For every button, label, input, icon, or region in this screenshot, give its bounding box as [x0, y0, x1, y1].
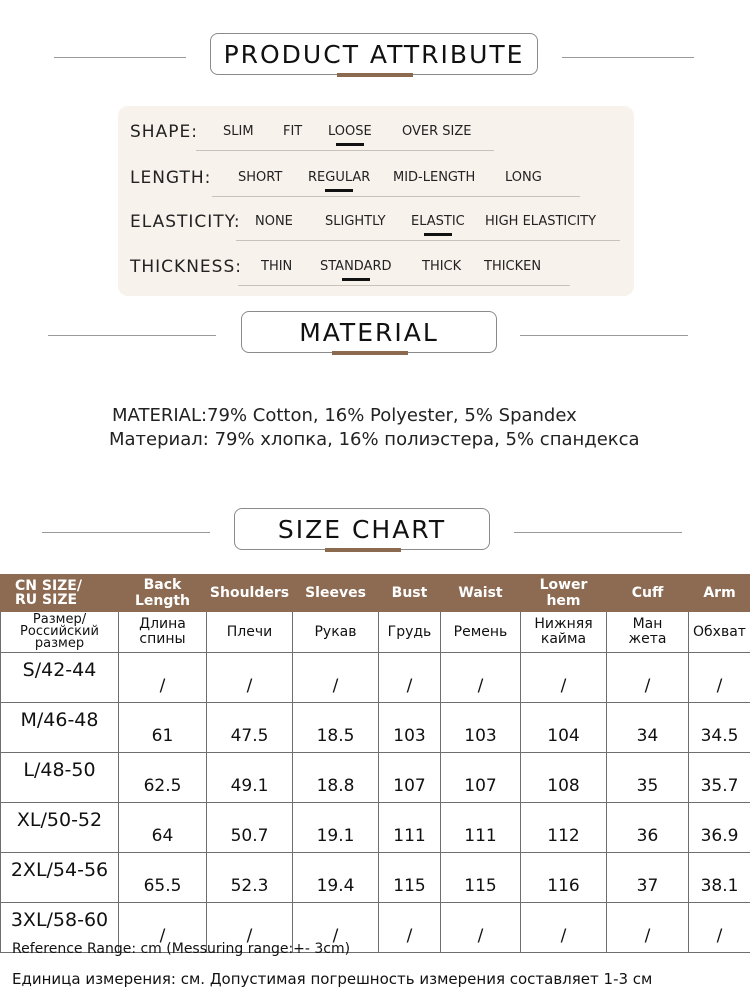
heading-accent-bar: [325, 548, 401, 552]
product-attribute-title: PRODUCT ATTRIBUTE: [223, 39, 525, 69]
size-label-cell: S/42-44: [1, 653, 119, 703]
measurement-cell: 34: [607, 703, 689, 753]
column-header: Cuff: [607, 575, 689, 612]
measurement-cell: 35: [607, 753, 689, 803]
column-header: Shoulders: [207, 575, 293, 612]
attribute-row-thickness: [118, 251, 634, 285]
size-chart-header-en: [1, 575, 750, 612]
size-label-cell: 3XL/58-60: [1, 903, 119, 953]
column-header: Back Length: [119, 575, 207, 612]
measurement-cell: 18.8: [293, 753, 379, 803]
attribute-option: THICKEN: [484, 259, 542, 274]
attribute-underline: [196, 150, 494, 151]
measurement-cell: /: [293, 653, 379, 703]
heading-box: [210, 33, 538, 75]
column-header-ru: Плечи: [207, 612, 293, 653]
measurement-cell: 112: [521, 803, 607, 853]
attribute-underline: [238, 285, 570, 286]
column-header-ru: Размер/ Российский размер: [1, 612, 119, 653]
attribute-label-elasticity: ELASTICITY:: [130, 212, 241, 232]
column-header: Bust: [379, 575, 441, 612]
heading-rule-left: [48, 335, 216, 336]
measurement-cell: 65.5: [119, 853, 207, 903]
measurement-cell: /: [521, 903, 607, 953]
measurement-cell: 61: [119, 703, 207, 753]
measurement-cell: /: [689, 903, 750, 953]
attribute-option: LONG: [505, 170, 542, 185]
column-header: Arm: [689, 575, 750, 612]
measurement-cell: 35.7: [689, 753, 750, 803]
column-header-ru: Рукав: [293, 612, 379, 653]
column-header: CN SIZE/ RU SIZE: [1, 575, 119, 612]
size-chart-title: SIZE CHART: [277, 514, 447, 544]
heading-rule-right: [514, 532, 682, 533]
measurement-cell: 37: [607, 853, 689, 903]
measurement-cell: 115: [379, 853, 441, 903]
measurement-cell: 18.5: [293, 703, 379, 753]
material-heading: [0, 311, 750, 361]
measurement-cell: /: [379, 903, 441, 953]
measurement-cell: /: [441, 903, 521, 953]
table-row: [1, 803, 750, 853]
heading-rule-right: [562, 57, 694, 58]
attribute-row-shape: [118, 116, 634, 150]
column-header-ru: Ремень: [441, 612, 521, 653]
footnote-ru: Единица измерения: см. Допустимая погрешность измерения составляет 1-3 см: [12, 970, 653, 988]
measurement-cell: 104: [521, 703, 607, 753]
column-header: Waist: [441, 575, 521, 612]
measurement-cell: 103: [379, 703, 441, 753]
measurement-cell: 49.1: [207, 753, 293, 803]
measurement-cell: 62.5: [119, 753, 207, 803]
attribute-option: SHORT: [238, 170, 283, 185]
heading-rule-left: [42, 532, 210, 533]
column-header: Lower hem: [521, 575, 607, 612]
heading-box: [234, 508, 490, 550]
column-header-ru: Ман жета: [607, 612, 689, 653]
measurement-cell: 52.3: [207, 853, 293, 903]
measurement-cell: 103: [441, 703, 521, 753]
attribute-option: OVER SIZE: [402, 124, 472, 139]
material-line-en: MATERIAL:79% Cotton, 16% Polyester, 5% Spandex: [112, 405, 577, 426]
attribute-option: MID-LENGTH: [393, 170, 476, 185]
table-row: [1, 653, 750, 703]
measurement-cell: /: [607, 653, 689, 703]
column-header-ru: Грудь: [379, 612, 441, 653]
size-label-cell: M/46-48: [1, 703, 119, 753]
heading-rule-right: [520, 335, 688, 336]
attribute-option-selected: STANDARD: [320, 259, 392, 274]
measurement-cell: 107: [441, 753, 521, 803]
heading-accent-bar: [332, 351, 408, 355]
measurement-cell: /: [441, 653, 521, 703]
measurement-cell: 38.1: [689, 853, 750, 903]
attribute-option: FIT: [283, 124, 303, 139]
attribute-label-length: LENGTH:: [130, 168, 212, 188]
size-label-cell: XL/50-52: [1, 803, 119, 853]
column-header-ru: Длина спины: [119, 612, 207, 653]
measurement-cell: 19.4: [293, 853, 379, 903]
measurement-cell: 108: [521, 753, 607, 803]
size-chart-header-ru: [1, 612, 750, 653]
measurement-cell: /: [119, 903, 207, 953]
attribute-option: NONE: [255, 214, 293, 229]
measurement-cell: /: [119, 653, 207, 703]
attribute-underline: [236, 240, 620, 241]
attribute-option: SLIM: [223, 124, 254, 139]
measurement-cell: 111: [379, 803, 441, 853]
attribute-option: HIGH ELASTICITY: [485, 214, 597, 229]
measurement-cell: /: [207, 903, 293, 953]
measurement-cell: /: [521, 653, 607, 703]
attribute-label-shape: SHAPE:: [130, 122, 198, 142]
material-title: MATERIAL: [299, 317, 439, 347]
size-label-cell: 2XL/54-56: [1, 853, 119, 903]
attribute-option-selected: ELASTIC: [411, 214, 465, 229]
measurement-cell: 36: [607, 803, 689, 853]
measurement-cell: 36.9: [689, 803, 750, 853]
attribute-row-elasticity: [118, 206, 634, 240]
attribute-label-thickness: THICKNESS:: [130, 257, 242, 277]
heading-box: [241, 311, 497, 353]
heading-rule-left: [54, 57, 186, 58]
attribute-option: SLIGHTLY: [325, 214, 386, 229]
measurement-cell: 19.1: [293, 803, 379, 853]
attribute-option-selected: LOOSE: [328, 124, 372, 139]
column-header: Sleeves: [293, 575, 379, 612]
measurement-cell: 34.5: [689, 703, 750, 753]
measurement-cell: /: [689, 653, 750, 703]
product-attribute-heading: [0, 33, 750, 83]
measurement-cell: /: [607, 903, 689, 953]
measurement-cell: 50.7: [207, 803, 293, 853]
material-line-ru: Материал: 79% хлопка, 16% полиэстера, 5% спандекса: [109, 429, 640, 450]
footnote-en: Reference Range: cm (Messuring range:+- 3cm): [12, 941, 351, 957]
attribute-option-selected: REGULAR: [308, 170, 371, 185]
measurement-cell: /: [293, 903, 379, 953]
attribute-row-length: [118, 162, 634, 196]
measurement-cell: 116: [521, 853, 607, 903]
measurement-cell: 47.5: [207, 703, 293, 753]
attribute-option: THIN: [261, 259, 293, 274]
measurement-cell: 111: [441, 803, 521, 853]
heading-accent-bar: [337, 73, 413, 77]
measurement-cell: 64: [119, 803, 207, 853]
size-chart-heading: [0, 508, 750, 558]
measurement-cell: 107: [379, 753, 441, 803]
measurement-cell: /: [207, 653, 293, 703]
attribute-panel: [118, 106, 634, 296]
column-header-ru: Нижняя кайма: [521, 612, 607, 653]
column-header-ru: Обхват: [689, 612, 750, 653]
attribute-option: THICK: [422, 259, 462, 274]
table-row: [1, 853, 750, 903]
size-chart-table: [0, 574, 750, 953]
table-row: [1, 703, 750, 753]
attribute-underline: [212, 196, 580, 197]
size-label-cell: L/48-50: [1, 753, 119, 803]
table-row: [1, 753, 750, 803]
measurement-cell: 115: [441, 853, 521, 903]
measurement-cell: /: [379, 653, 441, 703]
